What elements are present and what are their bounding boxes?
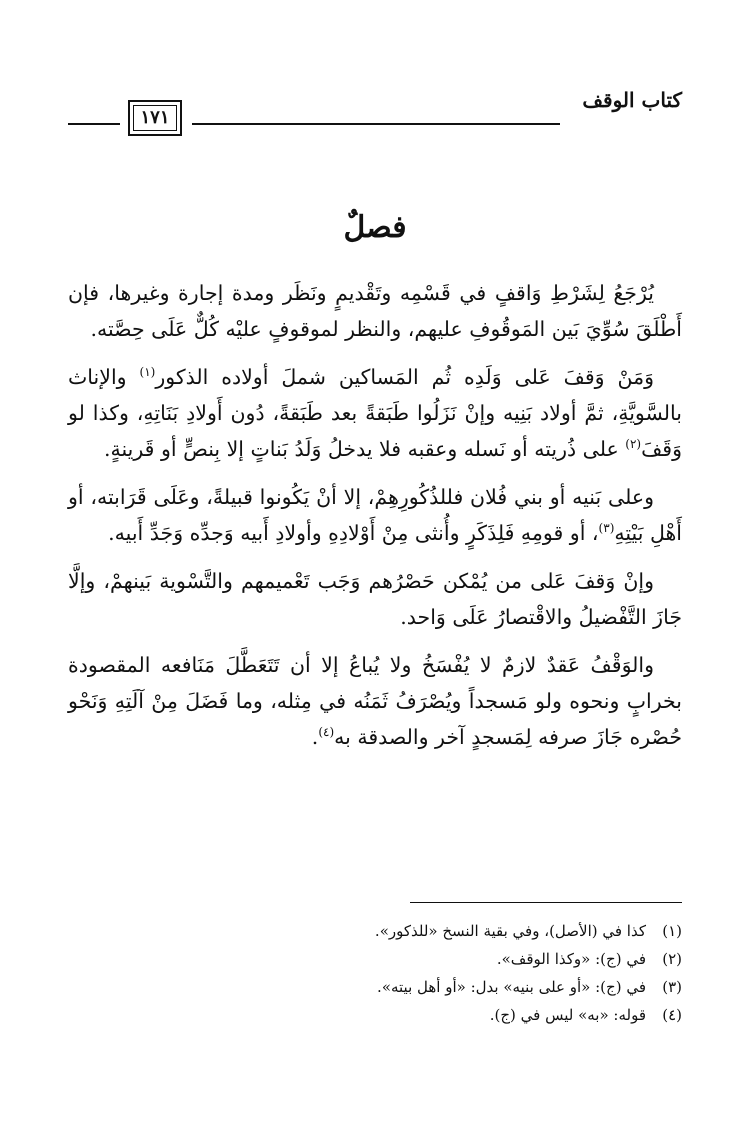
paragraph-text: والإناث بالسَّويَّةِ، ثمَّ أولاد بَنِيه وإنْ نَزَلُوا طَبَقةً بعد طَبَقةً، دُون أَولادِ بَنَاتِهِ، وكذا لو وَقَفَ	[68, 365, 682, 461]
paragraph-text: والوَقْفُ عَقدٌ لازمٌ لا يُفْسَخُ ولا يُباعُ إلا أن تَتَعَطَّلَ مَنَافعه المقصودة بخرابٍ ونحوه ولو مَسجداً ويُصْرَفُ ثَمَنُه في مِثله، وما فَضَلَ مِنْ آلَتِهِ وَنَحْو حُصْره جَازَ صرفه لِمَسجدٍ آخر والصدقة به	[68, 653, 682, 749]
paragraph	[68, 359, 682, 467]
footnotes	[68, 917, 682, 1029]
paragraph-text: يُرْجَعُ لِشَرْطِ وَاقفٍ في قَسْمِه وتَقْديمٍ ونَظَر ومدة إجارة وغيرها، فإن أَطْلَقَ سُوِّيَ بَين المَوقُوفِ عليهم، والنظر لموقوفٍ عليْه كُلٌّ عَلَى حِصَّته.	[68, 281, 682, 341]
footnote-separator	[410, 902, 682, 903]
footnote-text: في (ج): «أو على بنيه» بدل: «أو أهل بيته».	[377, 978, 646, 996]
paragraph-text: وَمَنْ وَقفَ عَلى وَلَدِه ثُم المَساكين شملَ أولاده الذكور	[155, 365, 654, 389]
footnote-text: في (ج): «وكذا الوقف».	[496, 950, 646, 968]
header-rule	[192, 123, 560, 125]
paragraph	[68, 647, 682, 755]
section-title: فصلٌ	[343, 210, 407, 245]
main-text	[68, 275, 682, 767]
footnote	[68, 973, 682, 1001]
paragraph-text: وإنْ وَقفَ عَلى من يُمْكن حَصْرُهم وَجَب تَعْميمهم والتَّسْوية بَينهمْ، وإلَّا جَازَ التَّفْضيلُ والاقْتصارُ عَلَى وَاحد.	[68, 569, 682, 629]
footnote-number: (٤)	[662, 1006, 682, 1024]
footnote-ref: (٢)	[625, 437, 642, 452]
footnote-text: كذا في (الأصل)، وفي بقية النسخ «للذكور».	[374, 922, 646, 940]
page-number-frame	[128, 100, 182, 136]
footnote-number: (٢)	[662, 950, 682, 968]
paragraph	[68, 479, 682, 551]
footnote-ref: (٣)	[598, 521, 615, 536]
paragraph	[68, 275, 682, 347]
footnote-ref: (١)	[139, 365, 156, 380]
footnote	[68, 917, 682, 945]
footnote-text: قوله: «به» ليس في (ج).	[489, 1006, 646, 1024]
footnote-number: (٣)	[662, 978, 682, 996]
paragraph-text: ، أو قومِهِ فَلِذَكَرٍ وأُنثى مِنْ أَوْلادِهِ وأولادِ أَبيه وَجدِّه وَجَدِّ أَبيه.	[108, 521, 599, 545]
footnote	[68, 1001, 682, 1029]
footnote-number: (١)	[662, 922, 682, 940]
page-number: ١٧١	[133, 105, 177, 131]
paragraph	[68, 563, 682, 635]
running-header-title: كتاب الوقف	[582, 88, 682, 112]
header-rule-short	[68, 123, 120, 125]
footnote-ref: (٤)	[318, 725, 335, 740]
footnote	[68, 945, 682, 973]
paragraph-text: على ذُريته أو نَسله وعقبه فلا يدخلُ وَلَدُ بَناتٍ إلا بِنصٍّ أو قَرينةٍ.	[103, 437, 626, 461]
paragraph-text: .	[311, 725, 319, 749]
paragraph-text: وعلى بَنيه أو بني فُلان فللذُكُورِهِمْ، إلا أنْ يَكُونوا قبيلةً، وعَلَى قَرَابته، أو أَهْلِ بَيْتِهِ	[68, 485, 682, 545]
